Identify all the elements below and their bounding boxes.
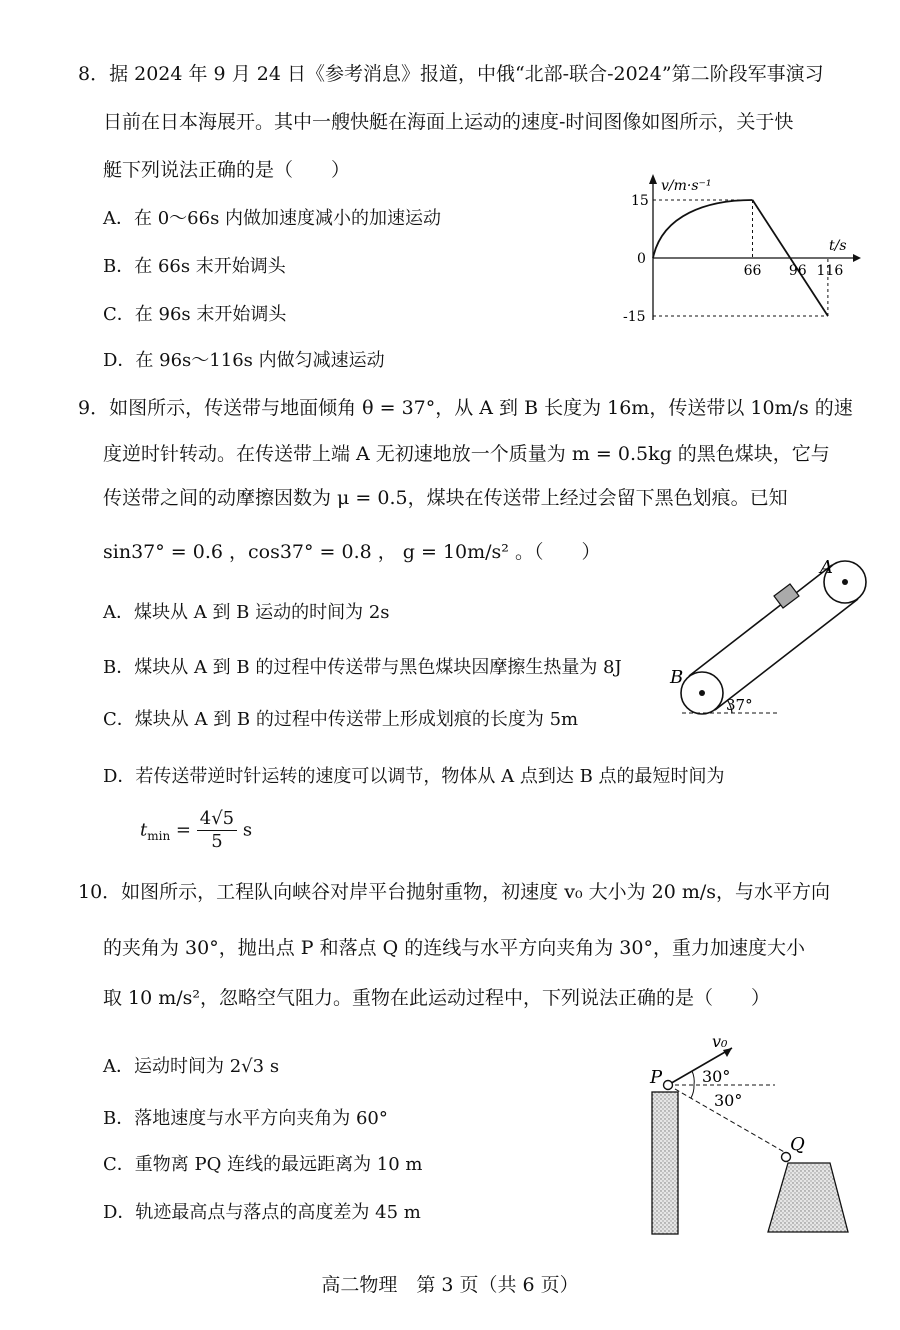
q10-line-3: 取 10 m/s²，忽略空气阻力。重物在此运动过程中，下列说法正确的是（ ） (103, 987, 771, 1009)
q8-line-3: 艇下列说法正确的是（ ） (103, 159, 351, 181)
q9-option-c: C．煤块从 A 到 B 的过程中传送带上形成划痕的长度为 5m (103, 709, 579, 730)
q9-option-a: A．煤块从 A 到 B 运动的时间为 2s (103, 602, 390, 623)
label-b: B (670, 667, 684, 688)
label-q: Q (790, 1134, 805, 1155)
y-axis-label: v/m·s⁻¹ (661, 178, 712, 194)
tmin-fraction (197, 808, 237, 853)
landing-platform (768, 1163, 848, 1232)
y-tick-15: 15 (631, 193, 649, 209)
q9-line-3: 传送带之间的动摩擦因数为 μ = 0.5，煤块在传送带上经过会留下黑色划痕。已知 (103, 487, 788, 509)
velocity-curve (653, 200, 753, 258)
origin-label: 0 (637, 251, 646, 267)
label-v0: v₀ (712, 1032, 728, 1051)
label-a: A (820, 557, 833, 578)
q8-line-1: 8．据 2024 年 9 月 24 日《参考消息》报道，中俄“北部-联合-2024”第二阶段军事演习 (78, 63, 824, 85)
q10-line-1: 10．如图所示，工程队向峡谷对岸平台抛射重物，初速度 v₀ 大小为 20 m/s，与水平方向 (78, 881, 831, 903)
q10-option-d: D．轨迹最高点与落点的高度差为 45 m (103, 1202, 421, 1223)
q10-line-2: 的夹角为 30°，抛出点 P 和落点 Q 的连线与水平方向夹角为 30°，重力加速度大小 (103, 937, 805, 959)
q10-option-a: A．运动时间为 2√3 s (103, 1056, 280, 1077)
tmin-unit: s (242, 819, 253, 841)
q10-option-b: B．落地速度与水平方向夹角为 60° (103, 1108, 388, 1129)
point-p (664, 1081, 673, 1090)
belt-lower (715, 599, 858, 710)
angle-up-label: 30° (702, 1067, 731, 1086)
y-tick-minus-15: -15 (623, 309, 646, 325)
tmin-equals: = (175, 819, 192, 841)
tmin-numerator: 4√5 (197, 808, 237, 831)
q10-option-c: C．重物离 PQ 连线的最远距离为 10 m (103, 1154, 423, 1175)
q8-option-d: D．在 96s～116s 内做匀减速运动 (103, 350, 385, 371)
angle-down-label: 30° (714, 1091, 743, 1110)
tmin-symbol: t (140, 819, 148, 841)
q9-line-1: 9．如图所示，传送带与地面倾角 θ = 37°，从 A 到 B 长度为 16m，传送带以 10m/s 的速 (78, 397, 853, 419)
y-axis-arrow (649, 174, 657, 184)
belt-upper (689, 565, 832, 676)
projectile-figure (640, 1030, 880, 1240)
page-footer: 高二物理 第 3 页（共 6 页） (321, 1274, 579, 1296)
x-tick-116: 116 (816, 263, 844, 279)
tmin-subscript: min (147, 829, 171, 844)
q8-option-b: B．在 66s 末开始调头 (103, 256, 286, 277)
x-axis-label: t/s (829, 238, 847, 254)
q9-line-2: 度逆时针转动。在传送带上端 A 无初速地放一个质量为 m = 0.5kg 的黑色煤块，它与 (103, 443, 830, 465)
pulley-b-axle (699, 690, 705, 696)
q9-line-4: sin37° = 0.6 ，cos37° = 0.8 ， g = 10m/s² 。（ ） (103, 541, 601, 563)
q9-option-b: B．煤块从 A 到 B 的过程中传送带与黑色煤块因摩擦生热量为 8J (103, 657, 622, 678)
angle-arc-up (692, 1071, 694, 1085)
coal-block (774, 584, 799, 608)
x-tick-66: 66 (743, 263, 762, 279)
angle-label: 37° (726, 696, 753, 714)
velocity-time-chart (615, 170, 865, 330)
pulley-a-axle (842, 579, 848, 585)
conveyor-belt-figure (660, 555, 875, 720)
q9-tmin-formula (140, 808, 252, 853)
tmin-denominator: 5 (211, 831, 223, 852)
x-axis-arrow (853, 254, 861, 262)
angle-arc-down (691, 1085, 694, 1098)
q9-option-d: D．若传送带逆时针运转的速度可以调节，物体从 A 点到达 B 点的最短时间为 (103, 766, 725, 787)
x-tick-96: 96 (788, 263, 807, 279)
cliff-pillar (652, 1092, 678, 1234)
q8-line-2: 日前在日本海展开。其中一艘快艇在海面上运动的速度-时间图像如图所示，关于快 (103, 111, 794, 133)
q8-option-c: C．在 96s 末开始调头 (103, 304, 287, 325)
label-p: P (650, 1067, 663, 1088)
q8-option-a: A．在 0～66s 内做加速度减小的加速运动 (103, 208, 442, 229)
